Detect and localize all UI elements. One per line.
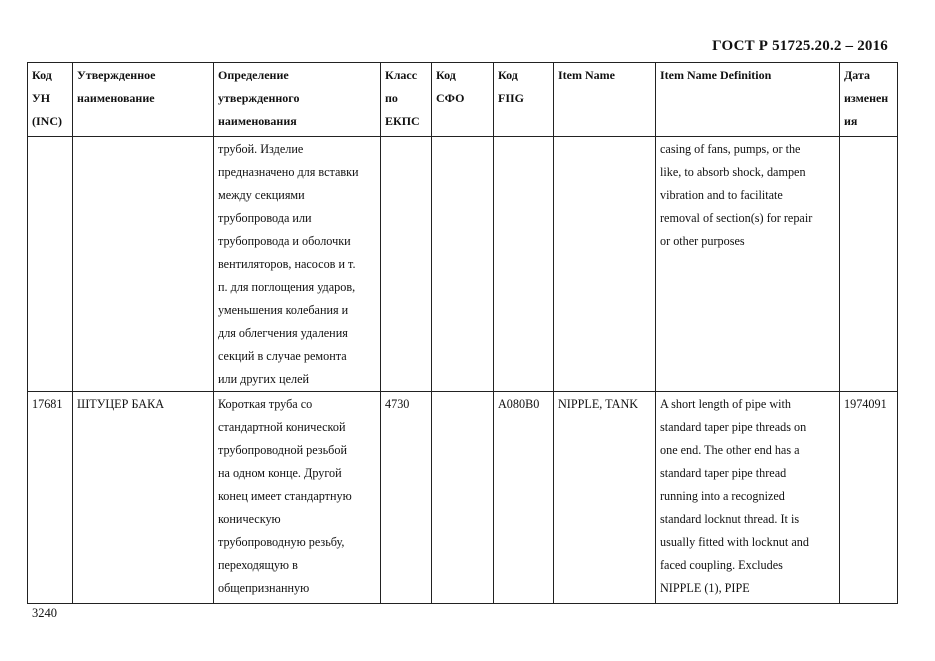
cell-change-date: 1974091 <box>840 392 898 604</box>
cell-item-name: NIPPLE, TANK <box>554 392 656 604</box>
header-inc: Код УН (INC) <box>28 63 73 137</box>
cell-inc <box>28 137 73 392</box>
header-ekps-class: Класс по ЕКПС <box>381 63 432 137</box>
cell-change-date <box>840 137 898 392</box>
header-sfo-code: Код СФО <box>432 63 494 137</box>
cell-sfo-code <box>432 392 494 604</box>
cell-fiig-code <box>494 137 554 392</box>
cell-approved-name: ШТУЦЕР БАКА <box>73 392 214 604</box>
cell-approved-name <box>73 137 214 392</box>
cell-item-name <box>554 137 656 392</box>
header-fiig-code: Код FIIG <box>494 63 554 137</box>
cell-inc: 17681 <box>28 392 73 604</box>
table-row <box>28 137 898 392</box>
cell-fiig-code: A080B0 <box>494 392 554 604</box>
cell-item-name-definition: A short length of pipe with standard taper pipe threads on one end. The other end has a standard taper pipe thread running into a recognized standard locknut thread. It is usually fitted with locknut and faced coupling. Excludes NIPPLE (1), PIPE <box>656 392 840 604</box>
header-item-name-definition: Item Name Definition <box>656 63 840 137</box>
cell-definition: трубой. Изделие предназначено для вставки между секциями трубопровода или трубопровода и оболочки вентиляторов, насосов и т. п. для поглощения ударов, уменьшения колебания и для облегчения удаления секций в случае ремонта или других целей <box>214 137 381 392</box>
header-item-name: Item Name <box>554 63 656 137</box>
page-number: 3240 <box>32 606 57 620</box>
header-approved-name: Утвержденное наименование <box>73 63 214 137</box>
header-row <box>28 63 898 137</box>
cell-ekps-class: 4730 <box>381 392 432 604</box>
cell-ekps-class <box>381 137 432 392</box>
item-name-table <box>27 62 898 604</box>
table-row <box>28 392 898 604</box>
header-change-date: Дата изменен ия <box>840 63 898 137</box>
cell-sfo-code <box>432 137 494 392</box>
cell-definition: Короткая труба со стандартной конической трубопроводной резьбой на одном конце. Другой конец имеет стандартную коническую трубопроводную резьбу, переходящую в общепризнанную <box>214 392 381 604</box>
document-title: ГОСТ Р 51725.20.2 – 2016 <box>712 38 888 54</box>
header-definition: Определение утвержденного наименования <box>214 63 381 137</box>
cell-item-name-definition: casing of fans, pumps, or the like, to absorb shock, dampen vibration and to facilitate removal of section(s) for repair or other purposes <box>656 137 840 392</box>
